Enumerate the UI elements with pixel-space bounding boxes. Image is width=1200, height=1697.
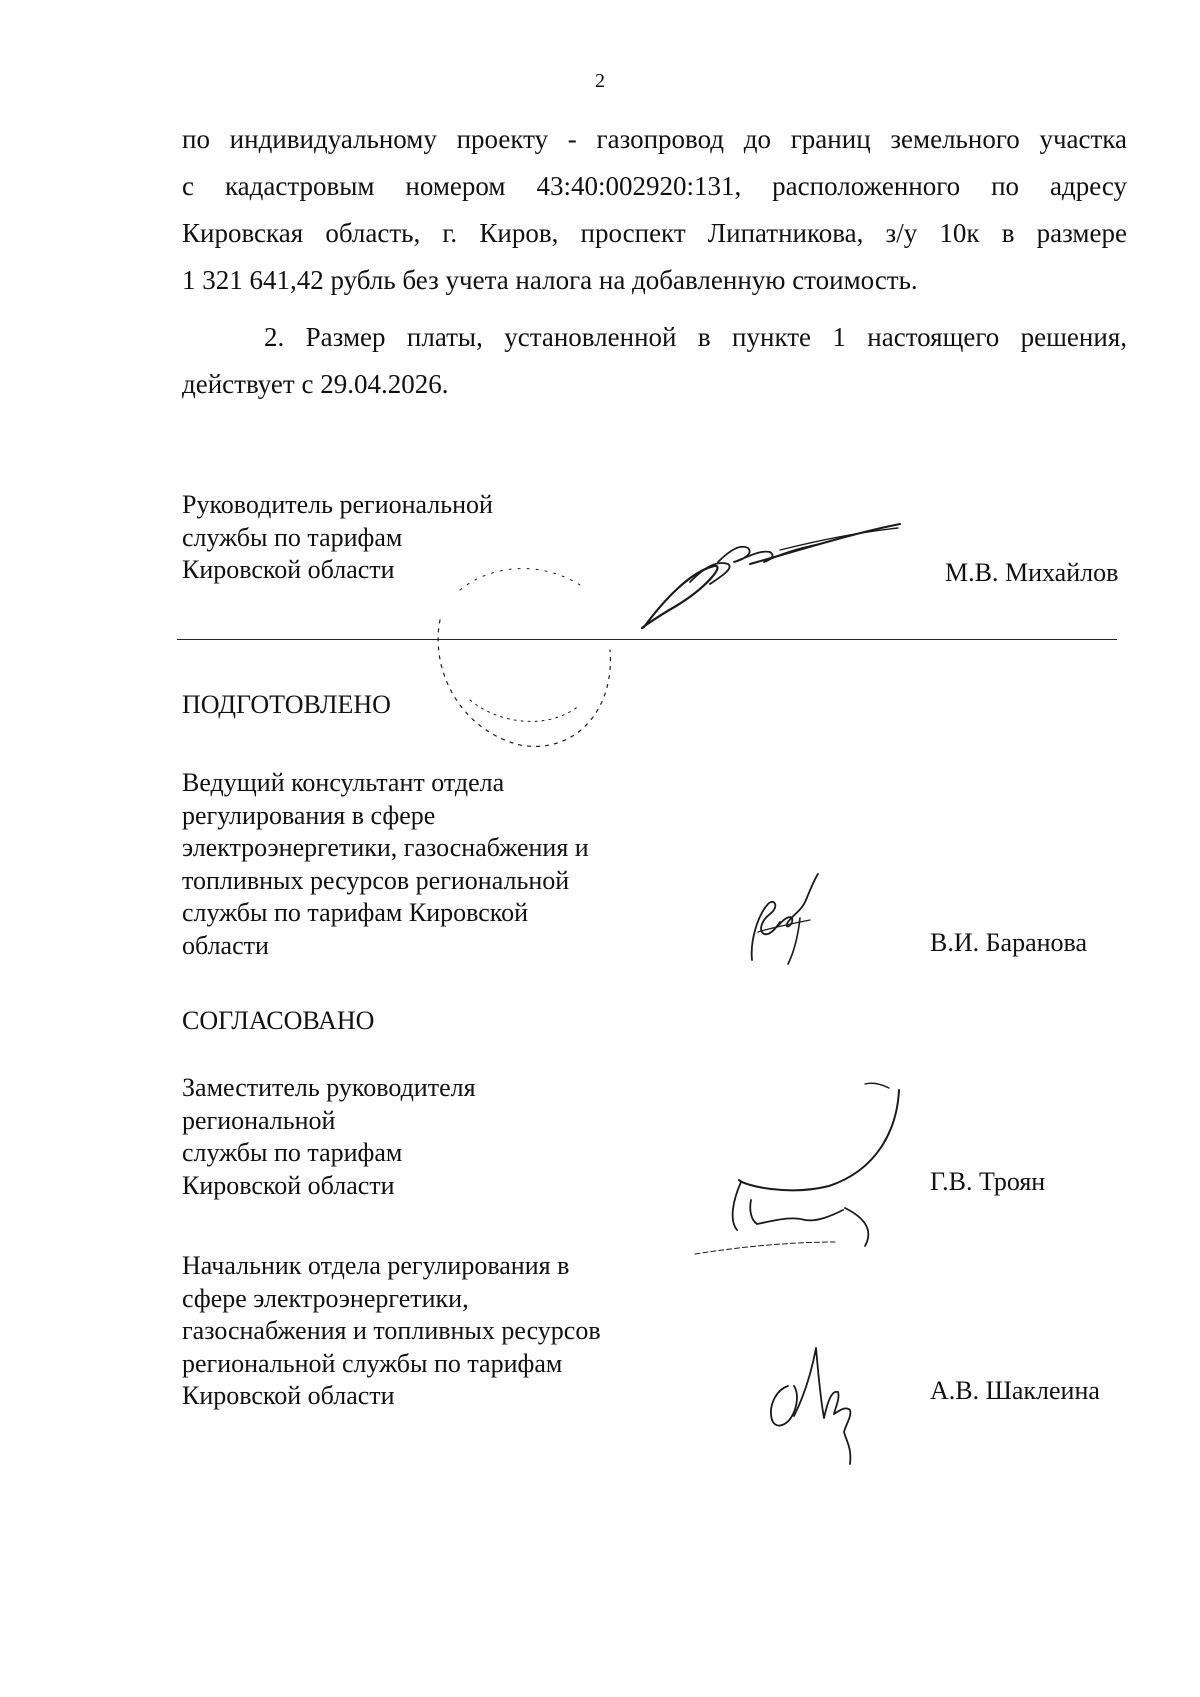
position-line: региональной службы по тарифам [182,1348,563,1378]
prepared-position [182,767,589,962]
position-line: Кировской области [182,1170,395,1200]
paragraph-line: действует с 29.04.2026. [182,369,449,399]
agreed-person1-name: Г.В. Троян [930,1167,1046,1196]
official-stamp-mark [400,530,640,780]
paragraph-1 [182,116,1127,304]
position-line: Кировской области [182,1381,395,1410]
position-line: топливных ресурсов региональной [182,865,570,895]
position-line: региональной [182,1105,336,1135]
separator-line [177,639,1117,640]
agreed-person2-position [182,1250,601,1413]
page-number: 2 [595,70,605,92]
position-line: регулирования в сфере [182,800,436,830]
signature-troyan [685,1070,925,1270]
position-line: области [182,930,269,960]
paragraph-line: по индивидуальному проекту - газопровод до границ земельного участка [182,124,1127,154]
signature-mikhailov [630,520,910,640]
prepared-heading: ПОДГОТОВЛЕНО [182,690,391,719]
paragraph-line: 1 321 641,42 рубль без учета налога на добавленную стоимость. [182,265,918,295]
position-line: сфере электроэнергетики, [182,1283,469,1313]
signature-shakleina [760,1340,880,1470]
paragraph-2 [182,314,1127,408]
paragraph-line: 2. Размер платы, установленной в пункте 1 настоящего решения, [264,322,1127,352]
main-signatory-name: М.В. Михайлов [945,558,1119,587]
position-line: Начальник отдела регулирования в [182,1251,570,1280]
position-line: электроэнергетики, газоснабжения и [182,833,589,862]
position-line: Руководитель региональной [182,490,493,519]
position-line: службы по тарифам Кировской [182,898,529,927]
position-line: службы по тарифам [182,522,403,552]
paragraph-line: Кировская область, г. Киров, проспект Липатникова, з/у 10к в размере [182,218,1127,248]
position-line: Ведущий консультант отдела [182,768,505,797]
position-line: газоснабжения и топливных ресурсов [182,1316,601,1345]
agreed-person1-position [182,1072,476,1202]
signature-baranova [740,870,840,970]
position-line: службы по тарифам [182,1138,403,1167]
agreed-person2-name: А.В. Шаклеина [930,1376,1100,1405]
paragraph-line: с кадастровым номером 43:40:002920:131, расположенного по адресу [182,171,1127,201]
position-line: Заместитель руководителя [182,1073,476,1102]
position-line: Кировской области [182,555,395,584]
agreed-heading: СОГЛАСОВАНО [182,1006,375,1035]
prepared-name: В.И. Баранова [930,928,1088,957]
